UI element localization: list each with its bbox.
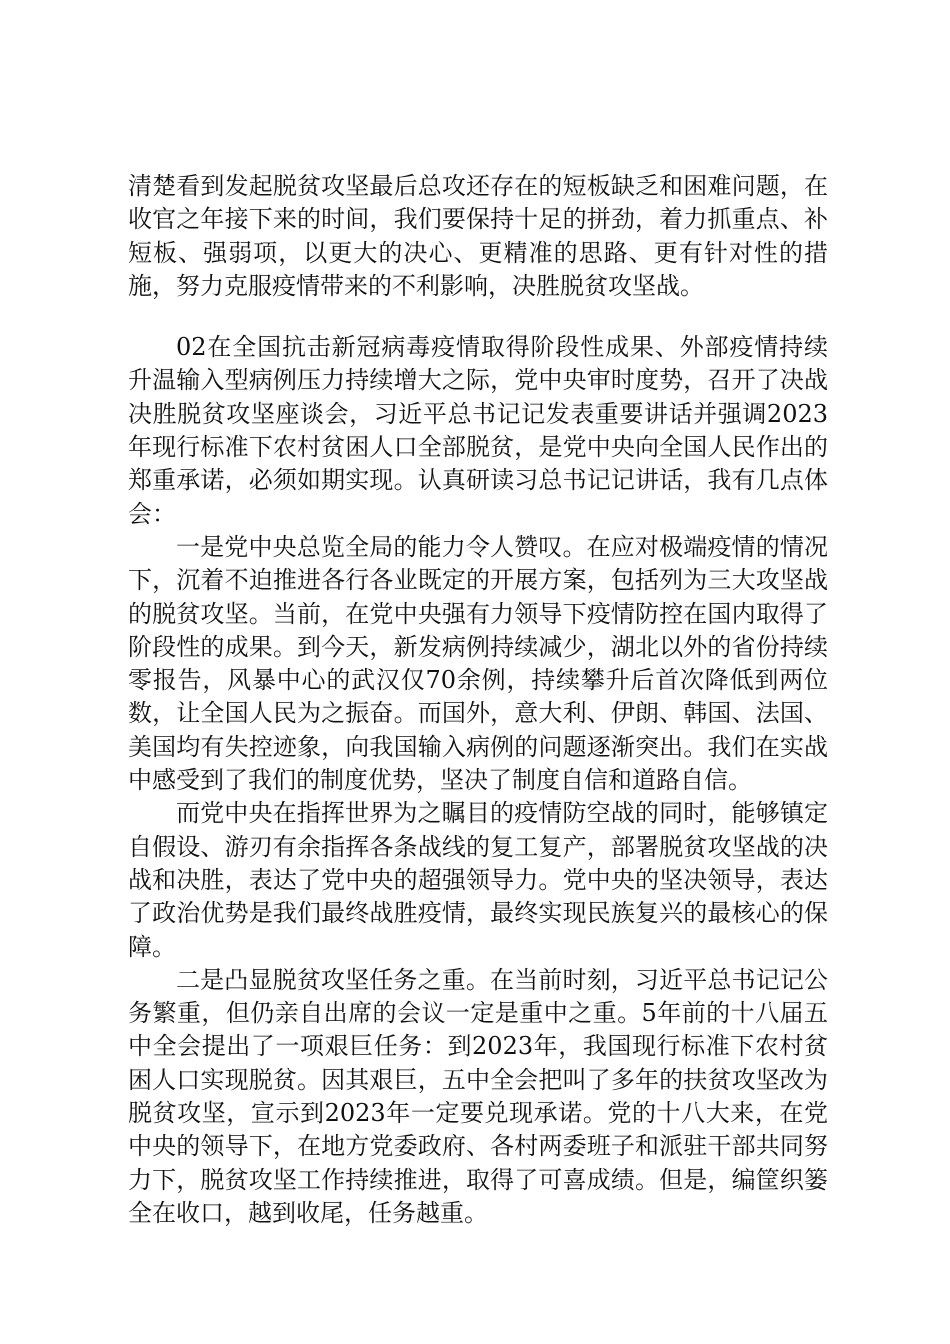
paragraph-leadership: 而党中央在指挥世界为之瞩目的疫情防空战的同时，能够镇定自假设、游刃有余指挥各条战线的复工复产，部署脱贫攻坚战的决战和决胜，表达了党中央的超强领导力。党中央的坚决领导，表达了政治优势是我们最终战胜疫情，最终实现民族复兴的最核心的保障。	[128, 799, 828, 961]
paragraph-intro: 02在全国抗击新冠病毒疫情取得阶段性成果、外部疫情持续升温输入型病例压力持续增大之际，党中央审时度势，召开了决战决胜脱贫攻坚座谈会，习近平总书记记发表重要讲话并强调2023年现行标准下农村贫困人口全部脱贫，是党中央向全国人民作出的郑重承诺，必须如期实现。认真研读习总书记记讲话，我有几点体会：	[128, 333, 828, 528]
paragraph-point-two: 二是凸显脱贫攻坚任务之重。在当前时刻，习近平总书记记公务繁重，但仍亲自出席的会议一定是重中之重。5年前的十八届五中全会提出了一项艰巨任务：到2023年，我国现行标准下农村贫困人口实现脱贫。因其艰巨，五中全会把叫了多年的扶贫攻坚改为脱贫攻坚，宣示到2023年一定要兑现承诺。党的十八大来，在党中央的领导下，在地方党委政府、各村两委班子和派驻干部共同努力下，脱贫攻坚工作持续推进，取得了可喜成绩。但是，编筐织篓全在收口，越到收尾，任务越重。	[128, 965, 828, 1227]
document-body	[128, 170, 828, 1230]
paragraph-continuation: 清楚看到发起脱贫攻坚最后总攻还存在的短板缺乏和困难问题，在收官之年接下来的时间，我们要保持十足的拼劲，着力抓重点、补短板、强弱项，以更大的决心、更精准的思路、更有针对性的措施，努力克服疫情带来的不利影响，决胜脱贫攻坚战。	[128, 172, 828, 300]
paragraph-point-one: 一是党中央总览全局的能力令人赞叹。在应对极端疫情的情况下，沉着不迫推进各行各业既定的开展方案，包括列为三大攻坚战的脱贫攻坚。当前，在党中央强有力领导下疫情防控在国内取得了阶段性的成果。到今天，新发病例持续减少，湖北以外的省份持续零报告，风暴中心的武汉仅70余例，持续攀升后首次降低到两位数，让全国人民为之振奋。而国外，意大利、伊朗、韩国、法国、美国均有失控迹象，向我国输入病例的问题逐渐突出。我们在实战中感受到了我们的制度优势，坚决了制度自信和道路自信。	[128, 532, 828, 795]
paragraph-gap	[128, 303, 828, 331]
